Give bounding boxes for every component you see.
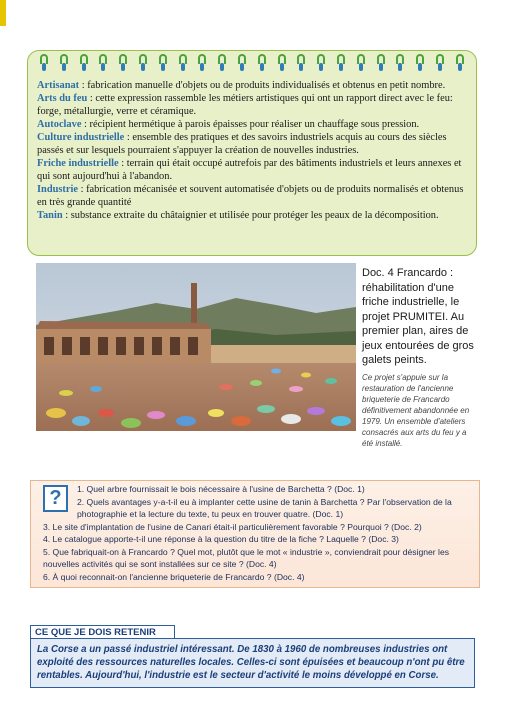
spiral-coil-icon	[394, 54, 406, 74]
glossary-term: Arts du feu	[37, 93, 88, 104]
glossary-term: Artisanat	[37, 80, 80, 91]
questions-list	[37, 483, 473, 583]
spiral-coil-icon	[355, 54, 367, 74]
retain-summary: La Corse a un passé industriel intéressant. De 1830 à 1960 de nombreuses industries ont exploité des ressources naturelles locales. Celles-ci sont épuisées et beaucoup n'ont pu être rentables. Aujourd'hui, l'industrie est le secteur d'activité le moins développé en Corse.	[30, 638, 475, 688]
photo-caption	[362, 266, 477, 449]
retain-title: CE QUE JE DOIS RETENIR	[30, 625, 175, 639]
question-item: 2. Quels avantages y-a-t-il eu à implanter cette usine de tanin à Barchetta ? Par l'observation de la photographie et la lecture du texte, tu peux en trouver quatre. (Doc. 1)	[77, 496, 452, 519]
question-mark-icon: ?	[43, 485, 68, 512]
questions-box	[30, 480, 480, 588]
spiral-coil-icon	[117, 54, 129, 74]
spiral-coil-icon	[97, 54, 109, 74]
glossary-entry	[37, 118, 468, 131]
glossary-definition: : ensemble des pratiques et des savoirs industriels acquis au cours des siècles passés et sur lesquels pourraient s'appuyer la création de nouvelles industries.	[37, 132, 447, 156]
spiral-coil-icon	[157, 54, 169, 74]
glossary-term: Friche industrielle	[37, 158, 119, 169]
glossary-entry	[37, 183, 468, 209]
spiral-coil-icon	[276, 54, 288, 74]
francardo-photo	[36, 263, 356, 431]
question-item: 5. Que fabriquait-on à Francardo ? Quel mot, plutôt que le mot « industrie », conviendrait pour désigner les nouvelles activités qui se sont installées sur ce site ? (Doc. 4)	[43, 546, 450, 569]
glossary-entry	[37, 92, 468, 118]
spiral-coil-icon	[295, 54, 307, 74]
question-item: 3. Le site d'implantation de l'usine de Canari était-il particulièrement favorable ? Pourquoi ? (Doc. 2)	[43, 521, 422, 532]
spiral-coil-icon	[38, 54, 50, 74]
spiral-coil-icon	[177, 54, 189, 74]
spiral-coil-icon	[137, 54, 149, 74]
question-item: 1. Quel arbre fournissait le bois nécessaire à l'usine de Barchetta ? (Doc. 1)	[77, 484, 365, 494]
question-item: 4. Le catalogue apporte-t-il une réponse à la question du titre de la fiche ? Laquelle ? (Doc. 3)	[43, 534, 399, 544]
spiral-coil-icon	[58, 54, 70, 74]
spiral-coil-icon	[434, 54, 446, 74]
spiral-coil-icon	[216, 54, 228, 74]
glossary-term: Autoclave	[37, 119, 82, 130]
spiral-coil-icon	[375, 54, 387, 74]
glossary-list	[37, 79, 468, 222]
spiral-coil-icon	[414, 54, 426, 74]
spiral-coil-icon	[196, 54, 208, 74]
spiral-coil-icon	[256, 54, 268, 74]
glossary-term: Industrie	[37, 184, 78, 195]
glossary-definition: : cette expression rassemble les métiers artistiques qui ont un rapport direct avec le feu: forge, métallurgie, verre et céramique.	[37, 93, 453, 117]
spiral-binding	[28, 51, 476, 77]
glossary-term: Tanin	[37, 210, 63, 221]
glossary-box	[27, 50, 477, 256]
caption-note: Ce projet s'appuie sur la restauration de l'ancienne briqueterie de Francardo définitivement abandonnée en 1979. Un ensemble d'ateliers consacrés aux arts du feu y a été installé.	[362, 372, 470, 448]
glossary-definition: : fabrication manuelle d'objets ou de produits individualisés et obtenus en petit nombre.	[79, 80, 446, 91]
spiral-coil-icon	[454, 54, 466, 74]
glossary-entry	[37, 79, 468, 92]
spiral-coil-icon	[78, 54, 90, 74]
spiral-coil-icon	[236, 54, 248, 74]
glossary-entry	[37, 209, 468, 222]
caption-title: Doc. 4 Francardo : réhabilitation d'une friche industrielle, le projet PRUMITEI. Au premier plan, aires de jeux entourées de gros galets peints.	[362, 267, 474, 366]
glossary-definition: : récipient hermétique à parois épaisses pour réaliser un chauffage sous pression.	[81, 119, 420, 130]
corner-accent	[0, 0, 6, 26]
glossary-definition: : substance extraite du châtaignier et utilisée pour protéger les peaux de la décomposition.	[62, 210, 439, 221]
glossary-term: Culture industrielle	[37, 132, 125, 143]
glossary-entry	[37, 157, 468, 183]
glossary-definition: : terrain qui était occupé autrefois par des bâtiments industriels et leurs annexes et qui sont aujourd'hui à l'abandon.	[37, 158, 462, 182]
glossary-entry	[37, 131, 468, 157]
question-item: 6. À quoi reconnait-on l'ancienne briqueterie de Francardo ? (Doc. 4)	[43, 571, 305, 582]
spiral-coil-icon	[315, 54, 327, 74]
spiral-coil-icon	[335, 54, 347, 74]
glossary-definition: : fabrication mécanisée et souvent automatisée d'objets ou de produits normalisés et obtenus en très grande quantité	[37, 184, 464, 208]
